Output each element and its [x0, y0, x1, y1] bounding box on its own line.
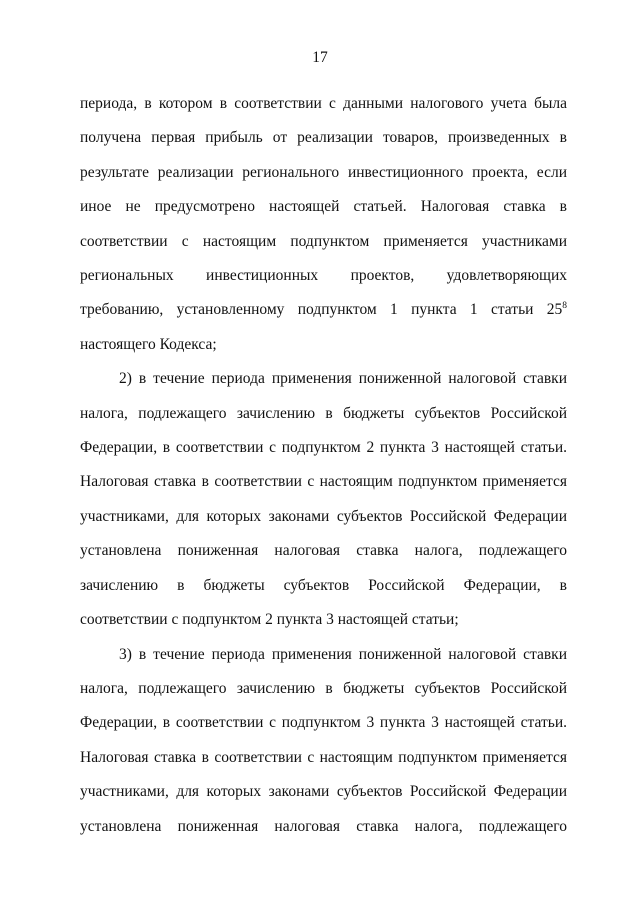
paragraph-continuation: [80, 87, 567, 362]
paragraph-text: периода, в котором в соответствии с данными налогового учета была получена первая прибыль от реализации товаров, произведенных в результате реализации регионального инвестиционного проекта, если иное не предусмотрено настоящей статьей. Налоговая ставка в соответствии с настоящим подпунктом применяется участниками региональных инвестиционных проектов, удовлетворяющих требованию, установленному подпунктом 1 пункта 1 статьи 25: [80, 95, 567, 319]
paragraph-text-end: настоящего Кодекса;: [80, 335, 217, 353]
paragraph-subitem-2: 2) в течение периода применения пониженной налоговой ставки налога, подлежащего зачислению в бюджеты субъектов Российской Федерации, в соответствии с подпунктом 2 пункта 3 настоящей статьи. Налоговая ставка в соответствии с настоящим подпунктом применяется участниками, для которых законами субъектов Российской Федерации установлена пониженная налоговая ставка налога, подлежащего зачислению в бюджеты субъектов Российской Федерации, в соответствии с подпунктом 2 пункта 3 настоящей статьи;: [80, 370, 567, 629]
paragraph-subitem-3: 3) в течение периода применения пониженной налоговой ставки налога, подлежащего зачислению в бюджеты субъектов Российской Федерации, в соответствии с подпунктом 3 пункта 3 настоящей статьи. Налоговая ставка в соответствии с настоящим подпунктом применяется участниками, для которых законами субъектов Российской Федерации установлена пониженная налоговая ставка налога, подлежащего: [80, 645, 567, 835]
document-body: [80, 87, 567, 844]
page-number: 17: [312, 49, 328, 66]
superscript-article-index: 8: [562, 301, 567, 312]
